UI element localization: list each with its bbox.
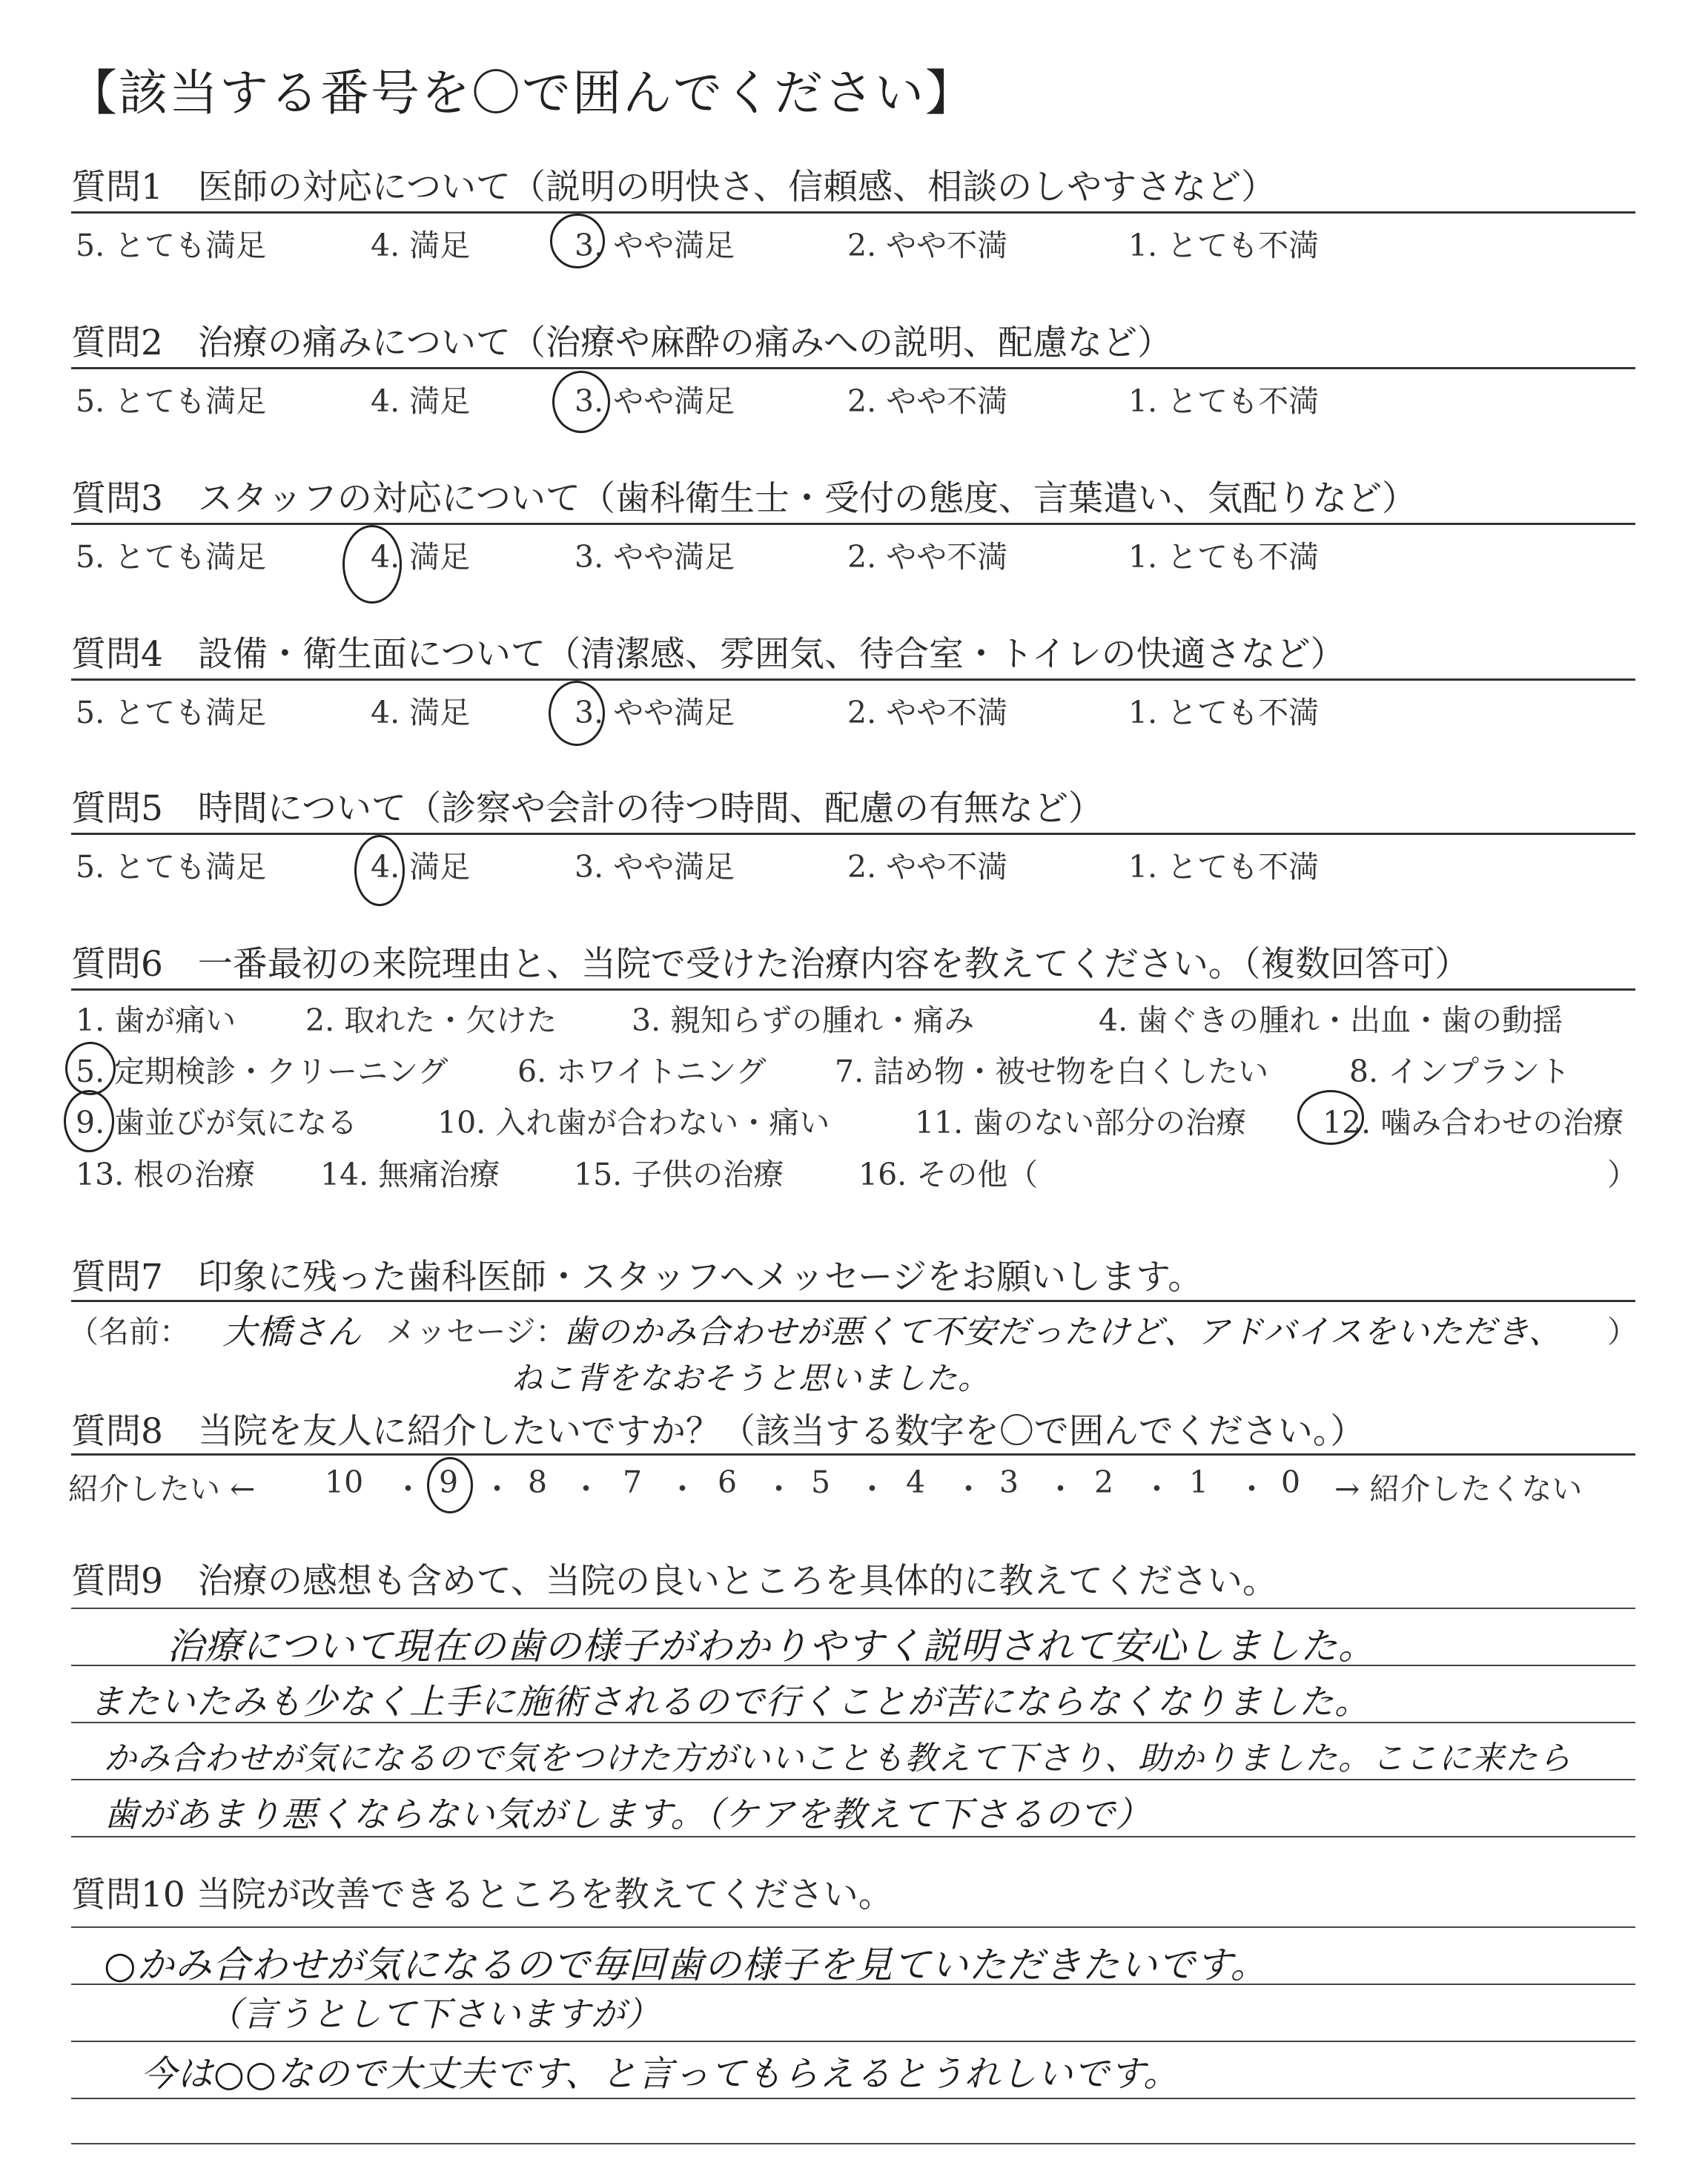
question-9-writing-line [71, 1779, 1635, 1780]
q8-scale-sep: ・ [667, 1471, 698, 1507]
q7-close-paren: ） [1607, 1314, 1638, 1350]
q2-option-4[interactable]: 4. 満足 [371, 383, 471, 419]
q8-scale-2[interactable]: 2 [1094, 1464, 1114, 1500]
q8-scale-7[interactable]: 7 [623, 1464, 643, 1500]
q6-option-15[interactable]: 15. 子供の治療 [574, 1157, 784, 1192]
q6-selection-circle-9 [64, 1090, 114, 1152]
q8-right-label: → 紹介したくない [1334, 1471, 1583, 1507]
q5-option-4[interactable]: 4. 満足 [371, 849, 471, 885]
question-9-text: 質問9 治療の感想も含めて、当院の良いところを具体的に教えてください。 [71, 1561, 1277, 1602]
q2-option-5[interactable]: 5. とても満足 [76, 383, 267, 419]
q6-option-10[interactable]: 10. 入れ歯が合わない・痛い [437, 1105, 830, 1140]
question-6-text: 質問6 一番最初の来院理由と、当院で受けた治療内容を教えてください。（複数回答可） [71, 944, 1470, 985]
question-9-writing-line [71, 1722, 1635, 1723]
question-7-rule [71, 1300, 1635, 1302]
q5-option-3[interactable]: 3. やや満足 [575, 849, 735, 885]
q4-option-1[interactable]: 1. とても不満 [1128, 695, 1320, 730]
question-1-text: 質問1 医師の対応について（説明の明快さ、信頼感、相談のしやすさなど） [71, 167, 1277, 208]
q10-answer-line-1: ○かみ合わせが気になるので毎回歯の様子を見ていただきたいです。 [104, 1943, 1268, 1986]
q4-option-2[interactable]: 2. やや不満 [847, 695, 1008, 730]
q8-scale-sep: ・ [1142, 1471, 1172, 1507]
question-2-text: 質問2 治療の痛みについて（治療や麻酔の痛みへの説明、配慮など） [71, 323, 1173, 363]
question-8-text: 質問8 当院を友人に紹介したいですか？（該当する数字を〇で囲んでください。） [71, 1411, 1366, 1452]
q8-scale-sep: ・ [764, 1471, 794, 1507]
q6-option-16-close: ） [1607, 1157, 1638, 1192]
q3-option-2[interactable]: 2. やや不満 [847, 539, 1008, 575]
q6-option-4[interactable]: 4. 歯ぐきの腫れ・出血・歯の動揺 [1099, 1003, 1563, 1038]
question-9-writing-line [71, 1836, 1635, 1837]
question-10-writing-line [71, 1926, 1635, 1928]
q7-message-label: メッセージ： [385, 1314, 566, 1350]
q3-option-3[interactable]: 3. やや満足 [575, 539, 735, 575]
q1-option-3[interactable]: 3. やや満足 [575, 228, 735, 263]
q6-option-7[interactable]: 7. 詰め物・被せ物を白くしたい [835, 1054, 1269, 1089]
q10-answer-line-2: （言うとして下さいますが） [208, 1994, 661, 2034]
q6-option-16[interactable]: 16. その他（ [858, 1157, 1039, 1192]
q8-scale-9[interactable]: 9 [439, 1464, 459, 1500]
q10-answer-line-3: 今は○○なので大丈夫です、と言ってもらえるとうれしいです。 [141, 2053, 1180, 2095]
q6-option-12[interactable]: 12. 噛み合わせの治療 [1323, 1105, 1624, 1140]
q8-scale-3[interactable]: 3 [999, 1464, 1019, 1500]
q2-option-2[interactable]: 2. やや不満 [847, 383, 1008, 419]
q3-option-4[interactable]: 4. 満足 [371, 539, 471, 575]
q6-option-8[interactable]: 8. インプラント [1349, 1054, 1571, 1089]
q6-option-2[interactable]: 2. 取れた・欠けた [305, 1003, 557, 1038]
question-10-writing-line [71, 2098, 1635, 2099]
q4-option-4[interactable]: 4. 満足 [371, 695, 471, 730]
q9-answer-line-3: かみ合わせが気になるので気をつけた方がいいことも教えて下さり、助かりました。ここに来たら [104, 1740, 1572, 1777]
question-4-rule [71, 678, 1635, 681]
q5-selection-circle [354, 835, 405, 906]
q8-scale-6[interactable]: 6 [718, 1464, 738, 1500]
page-title: 【該当する番号を〇で囲んでください】 [68, 65, 976, 122]
q8-left-label: 紹介したい ← [68, 1471, 256, 1507]
q8-scale-0[interactable]: 0 [1281, 1464, 1301, 1500]
question-4-text: 質問4 設備・衛生面について（清潔感、雰囲気、待合室・トイレの快適さなど） [71, 634, 1345, 675]
q8-scale-sep: ・ [482, 1471, 512, 1507]
q3-selection-circle [342, 525, 402, 604]
question-5-rule [71, 833, 1635, 835]
q1-option-2[interactable]: 2. やや不満 [847, 228, 1008, 263]
q8-scale-sep: ・ [857, 1471, 887, 1507]
question-10-text: 質問10 当院が改善できるところを教えてください。 [71, 1875, 893, 1915]
q6-option-9[interactable]: 9. 歯並びが気になる [76, 1105, 358, 1140]
q6-selection-circle-12 [1297, 1090, 1364, 1145]
q7-message-line-2: ねこ背をなおそうと思いました。 [512, 1360, 990, 1396]
q4-option-5[interactable]: 5. とても満足 [76, 695, 267, 730]
q4-option-3[interactable]: 3. やや満足 [575, 695, 735, 730]
question-5-text: 質問5 時間について（診察や会計の待つ時間、配慮の有無など） [71, 788, 1103, 829]
q5-option-1[interactable]: 1. とても不満 [1128, 849, 1320, 885]
q6-option-1[interactable]: 1. 歯が痛い [76, 1003, 236, 1038]
q2-option-3[interactable]: 3. やや満足 [575, 383, 735, 419]
q8-scale-8[interactable]: 8 [528, 1464, 548, 1500]
q2-option-1[interactable]: 1. とても不満 [1128, 383, 1320, 419]
q5-option-2[interactable]: 2. やや不満 [847, 849, 1008, 885]
question-8-rule [71, 1453, 1635, 1456]
q1-option-4[interactable]: 4. 満足 [371, 228, 471, 263]
q8-scale-10[interactable]: 10 [325, 1464, 364, 1500]
q6-option-3[interactable]: 3. 親知らずの腫れ・痛み [632, 1003, 975, 1038]
q9-answer-line-2: またいたみも少なく上手に施術されるので行くことが苦にならなくなりました。 [89, 1682, 1370, 1723]
q2-selection-circle [552, 371, 610, 433]
q1-selection-circle [550, 214, 605, 268]
q8-selection-circle [427, 1457, 473, 1513]
q3-option-1[interactable]: 1. とても不満 [1128, 539, 1320, 575]
q8-scale-sep: ・ [1045, 1471, 1076, 1507]
question-6-rule [71, 988, 1635, 991]
question-2-rule [71, 367, 1635, 369]
q6-selection-circle-5 [65, 1042, 116, 1095]
q4-selection-circle [549, 681, 605, 746]
q1-option-1[interactable]: 1. とても不満 [1128, 228, 1320, 263]
q9-answer-line-1: 治療について現在の歯の様子がわかりやすく説明されて安心しました。 [167, 1625, 1376, 1668]
question-10-writing-line [71, 2041, 1635, 2042]
q6-option-6[interactable]: 6. ホワイトニング [517, 1054, 767, 1089]
q9-answer-line-4: 歯があまり悪くならない気がします。（ケアを教えて下さるので） [104, 1794, 1151, 1835]
q1-option-5[interactable]: 5. とても満足 [76, 228, 267, 263]
question-10-writing-line [71, 1984, 1635, 1985]
q7-name-label: （名前： [68, 1314, 190, 1350]
q7-name-value: 大橋さん [222, 1312, 362, 1352]
q6-option-5[interactable]: 5. 定期検診・クリーニング [76, 1054, 448, 1089]
question-9-writing-line [71, 1665, 1635, 1666]
q8-scale-sep: ・ [1237, 1471, 1267, 1507]
q5-option-5[interactable]: 5. とても満足 [76, 849, 267, 885]
question-10-writing-line [71, 2143, 1635, 2144]
question-9-writing-line [71, 1608, 1635, 1609]
q8-scale-5[interactable]: 5 [811, 1464, 831, 1500]
q3-option-5[interactable]: 5. とても満足 [76, 539, 267, 575]
q6-option-11[interactable]: 11. 歯のない部分の治療 [915, 1105, 1247, 1140]
q8-scale-4[interactable]: 4 [906, 1464, 926, 1500]
q6-option-14[interactable]: 14. 無痛治療 [320, 1157, 500, 1192]
q8-scale-1[interactable]: 1 [1189, 1464, 1209, 1500]
q8-scale-sep: ・ [953, 1471, 984, 1507]
question-7-text: 質問7 印象に残った歯科医師・スタッフへメッセージをお願いします。 [71, 1257, 1203, 1298]
question-3-text: 質問3 スタッフの対応について（歯科衛生士・受付の態度、言葉遣い、気配りなど） [71, 478, 1417, 519]
question-1-rule [71, 211, 1635, 214]
q6-option-13[interactable]: 13. 根の治療 [76, 1157, 256, 1192]
q8-scale-sep: ・ [571, 1471, 601, 1507]
q7-message-line-1: 歯のかみ合わせが悪くて不安だったけど、アドバイスをいただき、 [563, 1313, 1562, 1351]
q8-scale-sep: ・ [393, 1471, 423, 1507]
question-3-rule [71, 523, 1635, 525]
